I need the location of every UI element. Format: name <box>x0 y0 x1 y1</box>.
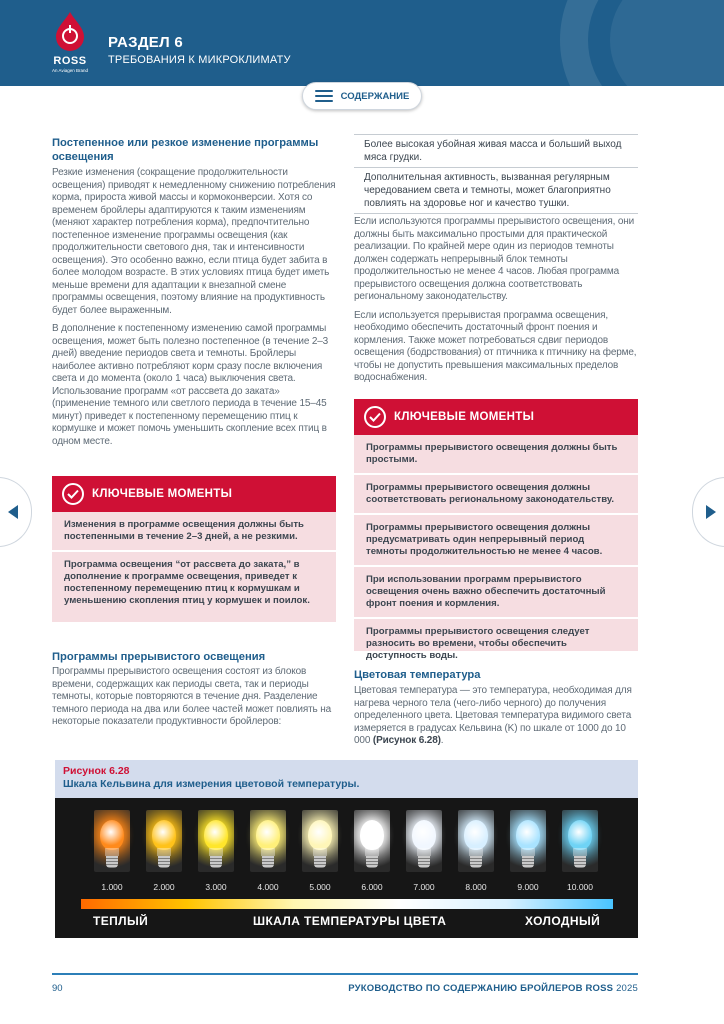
light-bulb-icon <box>146 810 182 880</box>
ross-logo-icon <box>54 12 86 52</box>
bulb-neck <box>261 848 275 856</box>
paragraph: Если используются программы прерывистого освещения, они должны быть максимально простыми для практической реализации. По крайней мере один из периодов темноты должен содержать непрерывный блок темноты продолжительностью не менее 4 часов. Любая программа прерывистого освещения должна соответствовать региональному законодательству. <box>354 216 635 302</box>
arrow-right-icon <box>706 505 716 519</box>
light-bulb-icon <box>458 810 494 880</box>
page-number: 90 <box>52 983 63 994</box>
logo-brand: ROSS <box>53 55 87 67</box>
bulb-base <box>106 856 118 868</box>
previous-page-button[interactable] <box>0 477 32 547</box>
right-column <box>354 216 638 385</box>
kelvin-label: 5.000 <box>309 882 331 892</box>
light-bulb-icon <box>510 810 546 880</box>
bulb-base <box>366 856 378 868</box>
paragraph-text: Цветовая температура — это температура, необходимая для нагрева черного тела (чего-либо черного) до получения определенного цвета. Цветовая температура видимого света измеряется в градусах Кельвина (K) по шкале от 1000 до 10 000 <box>354 685 632 746</box>
bulb-neck <box>365 848 379 856</box>
bulb-neck <box>417 848 431 856</box>
bulb-glass <box>256 820 280 850</box>
section-title: РАЗДЕЛ 6 <box>108 34 184 51</box>
light-bulb-icon <box>302 810 338 880</box>
check-icon <box>62 483 84 505</box>
key-points-header <box>354 399 638 435</box>
kelvin-label: 6.000 <box>361 882 383 892</box>
kelvin-label: 7.000 <box>413 882 435 892</box>
key-points-box-right <box>354 399 638 661</box>
page-header <box>0 0 724 86</box>
table-row: Дополнительная активность, вызванная регулярным чередованием света и темноты, может благоприятно повлиять на здоровье ног и качество тушки. <box>354 167 638 214</box>
warm-label: ТЕПЛЫЙ <box>93 914 149 928</box>
light-bulb-icon <box>354 810 390 880</box>
bulb-base <box>574 856 586 868</box>
paragraph: Программы прерывистого освещения состоят из блоков времени, содержащих как периоды света, так и периоды темноты, которые повторяются в течение дня. Разделение темного периода на два или более частей может повлиять на некоторые показатели продуктивности бройлеров: <box>52 666 331 727</box>
kelvin-label: 9.000 <box>517 882 539 892</box>
bulb-glass <box>568 820 592 850</box>
bulb-neck <box>105 848 119 856</box>
key-point-item: При использовании программ прерывистого освещения очень важно обеспечить достаточный фронт поения и кормления. <box>354 567 638 619</box>
kelvin-label: 8.000 <box>465 882 487 892</box>
benefits-table <box>354 134 638 214</box>
figure-reference: (Рисунок 6.28) <box>372 735 441 746</box>
key-point-item: Программы прерывистого освещения должны быть простыми. <box>354 435 638 475</box>
bulb-glass <box>464 820 488 850</box>
bulb-base <box>158 856 170 868</box>
table-row: Более высокая убойная живая масса и больший выход мяса грудки. <box>354 134 638 167</box>
left-column-bottom <box>52 650 336 729</box>
bulb-glass <box>152 820 176 850</box>
light-bulb-icon <box>406 810 442 880</box>
light-bulb-icon <box>250 810 286 880</box>
bulb-base <box>262 856 274 868</box>
footer-divider <box>52 973 638 975</box>
scale-label: ШКАЛА ТЕМПЕРАТУРЫ ЦВЕТА <box>253 914 447 928</box>
key-points-title: КЛЮЧЕВЫЕ МОМЕНТЫ <box>394 411 535 423</box>
kelvin-label: 10.000 <box>567 882 593 892</box>
bulb-neck <box>469 848 483 856</box>
paragraph: Если используется прерывистая программа освещения, необходимо обеспечить достаточный фронт поения и кормления. Также может потребоваться сдвиг периодов освещения (бодрствования) от птичника к птичнику на ферме, чтобы не допустить превышения максимальных пределов водоснабжения. <box>354 309 637 383</box>
paragraph: Резкие изменения (сокращение продолжительности освещения) приводят к немедленному снижению потребления корма, прироста живой массы и кормоконверсии. Хотя со временем бройлеры адаптируются к таким изменениям (меняют характер потребления корма), предпочтительно постепенное изменение программы освещения (как продолжительности светового дня, так и интенсивности освещения). Это особенно важно, если птица будет забита в более молодом возрасте. В этих условиях птица будет иметь меньше времени для адаптации к внезапной смене программы освещения, поэтому влияние на продуктивность будет более выраженным. <box>52 167 336 316</box>
heading-gradual-change: Постепенное или резкое изменение программы освещения <box>52 137 319 163</box>
key-points-title: КЛЮЧЕВЫЕ МОМЕНТЫ <box>92 488 233 500</box>
kelvin-label: 2.000 <box>153 882 175 892</box>
footer-title <box>340 983 638 994</box>
figure-number: Рисунок 6.28 <box>63 765 130 777</box>
key-point-item: Программа освещения “от рассвета до заката,” в дополнение к программе освещения, приведет к постепенному перемещению птиц к кормушкам и уменьшению скопления птиц у кормушек и поилок. <box>64 559 310 606</box>
footer-title-text: РУКОВОДСТВО ПО СОДЕРЖАНИЮ БРОЙЛЕРОВ ROSS <box>348 983 614 994</box>
figure-6-28 <box>55 760 638 938</box>
contents-label: СОДЕРЖАНИЕ <box>340 90 410 102</box>
bulb-base <box>314 856 326 868</box>
paragraph-end: . <box>440 735 444 746</box>
kelvin-label: 3.000 <box>205 882 227 892</box>
key-points-header <box>52 476 336 512</box>
right-column-bottom <box>354 668 638 748</box>
bulb-glass <box>100 820 124 850</box>
footer-year: 2025 <box>616 983 638 994</box>
key-point-item: Программы прерывистого освещения должны соответствовать региональному законодательству. <box>354 475 638 515</box>
bulb-neck <box>313 848 327 856</box>
bulb-base <box>470 856 482 868</box>
bulb-neck <box>573 848 587 856</box>
bulb-glass <box>204 820 228 850</box>
check-icon <box>364 406 386 428</box>
bulb-base <box>418 856 430 868</box>
light-bulb-icon <box>94 810 130 880</box>
heading-intermittent: Программы прерывистого освещения <box>52 651 266 663</box>
light-bulb-icon <box>198 810 234 880</box>
bulb-neck <box>157 848 171 856</box>
bulb-base <box>522 856 534 868</box>
arrow-left-icon <box>8 505 18 519</box>
paragraph: В дополнение к постепенному изменению самой программы освещения, может быть полезно постепенное (в течение 2–3 дней) введение периодов света и темноты. Бройлеры наиболее активно потребляют корм сразу после включения света и до момента (около 1 часа) выключения света. Использование программ «от рассвета до заката» (применение темного или светлого периода в течение 15–45 минут) приведет к постепенному перемещению птиц к кормушке и может помочь уменьшить скопление всех птиц в одном месте. <box>52 323 329 447</box>
figure-caption <box>55 760 638 798</box>
key-point-item: Программы прерывистого освещения следует разносить во времени, чтобы обеспечить доступность воды. <box>366 626 590 661</box>
ross-logo <box>50 12 90 76</box>
key-point-item: Изменения в программе освещения должны быть постепенными в течение 2–3 дней, а не резкими. <box>52 512 336 552</box>
bulb-glass <box>412 820 436 850</box>
bulb-neck <box>209 848 223 856</box>
next-page-button[interactable] <box>692 477 724 547</box>
bulb-glass <box>308 820 332 850</box>
section-subtitle: ТРЕБОВАНИЯ К МИКРОКЛИМАТУ <box>108 54 291 66</box>
key-point-item: Программы прерывистого освещения должны предусматривать один непрерывный период темноты продолжительностью не менее 4 часов. <box>354 515 638 567</box>
paragraph <box>354 685 638 748</box>
menu-icon <box>315 90 333 102</box>
kelvin-label: 1.000 <box>101 882 123 892</box>
light-bulb-icon <box>562 810 598 880</box>
header-decoration <box>610 0 724 86</box>
bulb-base <box>210 856 222 868</box>
cold-label: ХОЛОДНЫЙ <box>525 914 601 928</box>
logo-subtitle: An Aviagen Brand <box>52 68 88 73</box>
bulb-neck <box>521 848 535 856</box>
left-column <box>52 136 336 448</box>
kelvin-scale-image <box>55 798 638 938</box>
kelvin-label: 4.000 <box>257 882 279 892</box>
contents-button[interactable] <box>302 82 422 110</box>
bulb-glass <box>516 820 540 850</box>
key-points-box-left <box>52 476 336 622</box>
figure-title: Шкала Кельвина для измерения цветовой температуры. <box>63 778 360 790</box>
temperature-gradient-bar <box>81 899 613 909</box>
heading-color-temperature: Цветовая температура <box>354 669 481 681</box>
bulb-glass <box>360 820 384 850</box>
